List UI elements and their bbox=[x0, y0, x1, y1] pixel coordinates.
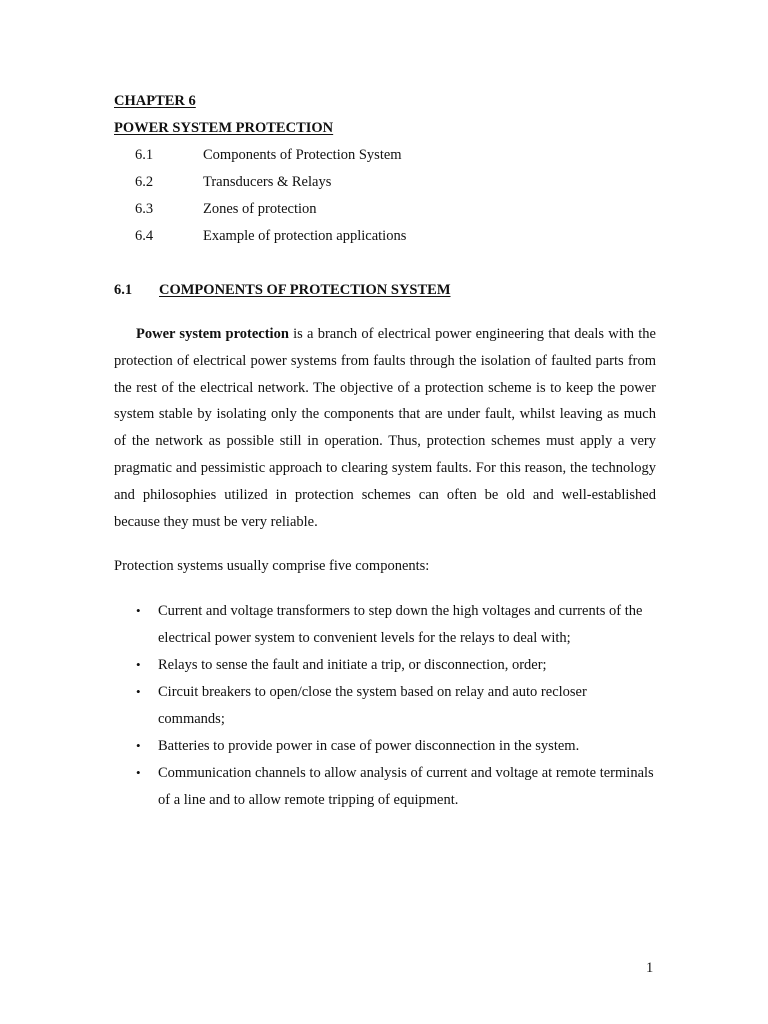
components-intro: Protection systems usually comprise five components: bbox=[114, 558, 430, 574]
list-item-text: Batteries to provide power in case of power disconnection in the system. bbox=[158, 738, 580, 754]
chapter-title: POWER SYSTEM PROTECTION bbox=[114, 120, 334, 136]
bullet-icon: • bbox=[136, 765, 141, 780]
list-item-text: Circuit breakers to open/close the system based on relay and auto recloser commands; bbox=[158, 684, 587, 727]
toc-item-title: Example of protection applications bbox=[203, 228, 407, 244]
bullet-icon: • bbox=[136, 684, 141, 699]
bullet-icon: • bbox=[136, 657, 141, 672]
bullet-icon: • bbox=[136, 603, 141, 618]
toc-item-number: 6.3 bbox=[135, 201, 154, 217]
toc-item bbox=[135, 174, 535, 194]
toc-item-number: 6.4 bbox=[135, 228, 154, 244]
intro-text: is a branch of electrical power engineering that deals with the protection of electrical power systems from faults through the isolation of faulted parts from the rest of the electrical network. The objective of a protection scheme is to keep the power system stable by isolating only the components that are under fault, whilst leaving as much of the network as possible still in operation. Thus, protection schemes must apply a very pragmatic and pessimistic approach to clearing system faults. For this reason, the technology and philosophies utilized in protection schemes can often be old and well-established because they must be very reliable. bbox=[114, 326, 656, 530]
intro-paragraph bbox=[114, 321, 656, 535]
chapter-label: CHAPTER 6 bbox=[114, 93, 196, 109]
list-item-text: Relays to sense the fault and initiate a trip, or disconnection, order; bbox=[158, 657, 547, 673]
toc-item bbox=[135, 201, 535, 221]
section-number: 6.1 bbox=[114, 282, 133, 298]
toc-item-title: Transducers & Relays bbox=[203, 174, 332, 190]
bullet-icon: • bbox=[136, 738, 141, 753]
toc-item-title: Zones of protection bbox=[203, 201, 317, 217]
toc-item-number: 6.2 bbox=[135, 174, 154, 190]
section-title: COMPONENTS OF PROTECTION SYSTEM bbox=[159, 282, 451, 298]
toc-item-number: 6.1 bbox=[135, 147, 154, 163]
toc-item bbox=[135, 228, 535, 248]
list-item-text: Communication channels to allow analysis of current and voltage at remote terminals of a line and to allow remote tripping of equipment. bbox=[158, 765, 654, 808]
toc-item bbox=[135, 147, 535, 167]
list-item-text: Current and voltage transformers to step down the high voltages and currents of the electrical power system to convenient levels for the relays to deal with; bbox=[158, 603, 643, 646]
intro-term: Power system protection bbox=[136, 326, 289, 342]
page-number: 1 bbox=[646, 960, 654, 976]
toc-item-title: Components of Protection System bbox=[203, 147, 402, 163]
